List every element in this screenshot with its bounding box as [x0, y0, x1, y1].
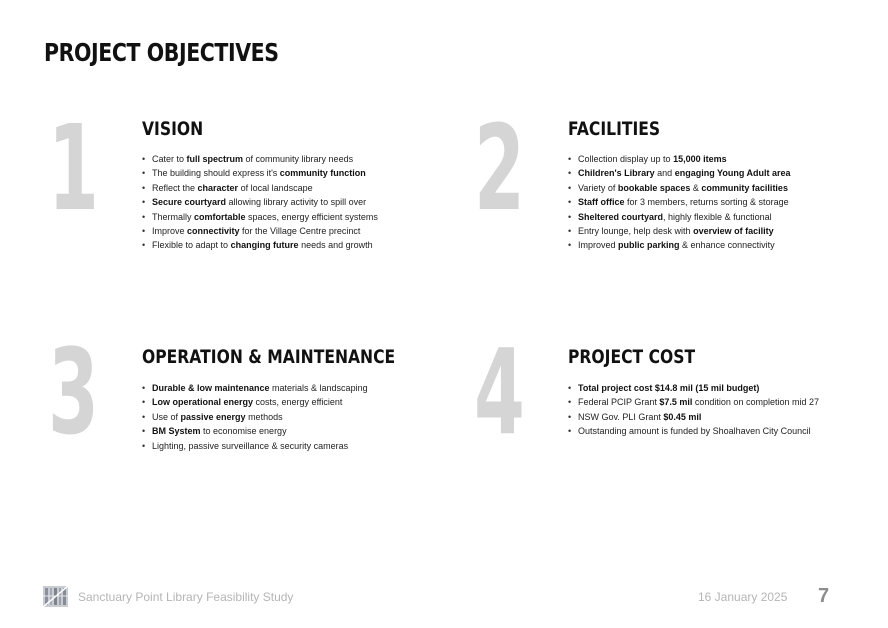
bullet-item — [142, 439, 368, 453]
section-heading-operation: OPERATION & MAINTENANCE — [142, 346, 396, 368]
bullet-text: of local landscape — [238, 182, 313, 193]
bullet-text: Improve — [152, 226, 188, 237]
bullet-text-bold: full spectrum — [186, 154, 244, 164]
bullet-text: spaces, energy efficient systems — [245, 211, 378, 222]
section-number: 4 — [474, 323, 525, 461]
bullet-text: Improved — [578, 240, 619, 251]
bullet-text-bold: engaging Young Adult area — [674, 168, 791, 179]
vision-bullet-list — [142, 152, 378, 253]
bullet-item — [142, 152, 378, 166]
bullet-item — [142, 210, 378, 224]
bullet-text: Thermally — [152, 211, 195, 222]
section-heading-vision: VISION — [142, 118, 204, 140]
bullet-text-bold: Total project cost $14.8 mil (15 mil budget) — [578, 383, 760, 393]
operation-bullet-list — [142, 381, 368, 453]
bullet-text-bold: public parking — [618, 240, 680, 251]
bullet-text-bold: Sheltered courtyard — [578, 211, 664, 222]
bullet-item — [568, 181, 791, 195]
bullet-text: The building should express it's — [152, 168, 280, 179]
bullet-item — [142, 238, 378, 252]
footer-date: 16 January 2025 — [698, 590, 788, 604]
section-number: 3 — [48, 323, 99, 461]
bullet-item — [568, 238, 791, 252]
bullet-text-bold: character — [197, 182, 239, 193]
bullet-text: and — [654, 168, 675, 179]
bullet-text: for the Village Centre precinct — [239, 226, 361, 237]
bullet-text-bold: bookable spaces — [617, 182, 691, 193]
project-cost-bullet-list — [568, 381, 819, 439]
bullet-text: materials & landscaping — [269, 383, 368, 393]
bullet-item — [568, 410, 819, 424]
bullet-text: Federal PCIP Grant — [578, 397, 660, 408]
bullet-text: Use of — [152, 411, 181, 422]
bullet-text-bold: changing future — [230, 240, 299, 251]
bullet-text-bold: community facilities — [701, 182, 788, 193]
bullet-text: Outstanding amount is funded by Shoalhaven City Council — [578, 426, 811, 437]
bullet-text: NSW Gov. PLI Grant — [578, 411, 664, 422]
bullet-item — [568, 424, 819, 438]
bullet-text: allowing library activity to spill over — [226, 197, 367, 208]
section-heading-facilities: FACILITIES — [568, 118, 661, 140]
bullet-item — [568, 210, 791, 224]
bullet-text: Reflect the — [152, 182, 198, 193]
bullet-text: of community library needs — [243, 154, 354, 164]
bullet-text-bold: Secure courtyard — [152, 197, 227, 208]
bullet-text: & enhance connectivity — [679, 240, 775, 251]
facilities-bullet-list — [568, 152, 791, 253]
bullet-item — [142, 410, 368, 424]
bullet-item — [568, 152, 791, 166]
section-number: 1 — [48, 99, 99, 237]
bullet-text-bold: passive energy — [180, 411, 246, 422]
bullet-text: costs, energy efficient — [253, 397, 343, 408]
bullet-text-bold: overview of facility — [693, 226, 774, 237]
bullet-text: Lighting, passive surveillance & security cameras — [152, 440, 349, 451]
bullet-item — [568, 395, 819, 409]
bullet-item — [142, 395, 368, 409]
bullet-item — [568, 381, 819, 395]
bullet-item — [142, 224, 378, 238]
bullet-item — [142, 424, 368, 438]
bullet-text-bold: comfortable — [194, 211, 246, 222]
bullet-text: , highly flexible & functional — [663, 211, 772, 222]
bullet-text-bold: Staff office — [578, 197, 625, 208]
bullet-text-bold: $7.5 mil — [659, 397, 693, 408]
bullet-text-bold: 15,000 items — [673, 154, 727, 164]
bullet-item — [142, 181, 378, 195]
footer-document-title: Sanctuary Point Library Feasibility Study — [78, 590, 294, 604]
library-logo-icon — [43, 586, 68, 607]
section-number: 2 — [474, 99, 525, 237]
bullet-text-bold: Low operational energy — [152, 397, 254, 408]
section-heading-project-cost: PROJECT COST — [568, 346, 696, 368]
bullet-item — [142, 166, 378, 180]
bullet-text: needs and growth — [298, 240, 373, 251]
bullet-item — [142, 381, 368, 395]
bullet-text-bold: BM System — [152, 426, 201, 437]
bullet-text-bold: $0.45 mil — [663, 411, 702, 422]
bullet-text-bold: community function — [279, 168, 366, 179]
bullet-item — [142, 195, 378, 209]
bullet-text: condition on completion mid 27 — [692, 397, 819, 408]
page-title: PROJECT OBJECTIVES — [44, 38, 279, 67]
bullet-text: for 3 members, returns sorting & storage — [624, 197, 789, 208]
page-number: 7 — [818, 585, 830, 607]
bullet-text-bold: Children's Library — [578, 168, 655, 179]
bullet-text: Collection display up to — [578, 154, 674, 164]
bullet-item — [568, 195, 791, 209]
bullet-text: Variety of — [578, 182, 618, 193]
bullet-text: to economise energy — [200, 426, 287, 437]
bullet-text: methods — [245, 411, 283, 422]
bullet-text: Cater to — [152, 154, 187, 164]
bullet-item — [568, 224, 791, 238]
bullet-item — [568, 166, 791, 180]
bullet-text: & — [690, 182, 702, 193]
bullet-text-bold: Durable & low maintenance — [152, 383, 270, 393]
bullet-text: Entry lounge, help desk with — [578, 226, 694, 237]
bullet-text-bold: connectivity — [187, 226, 240, 237]
bullet-text: Flexible to adapt to — [152, 240, 231, 251]
